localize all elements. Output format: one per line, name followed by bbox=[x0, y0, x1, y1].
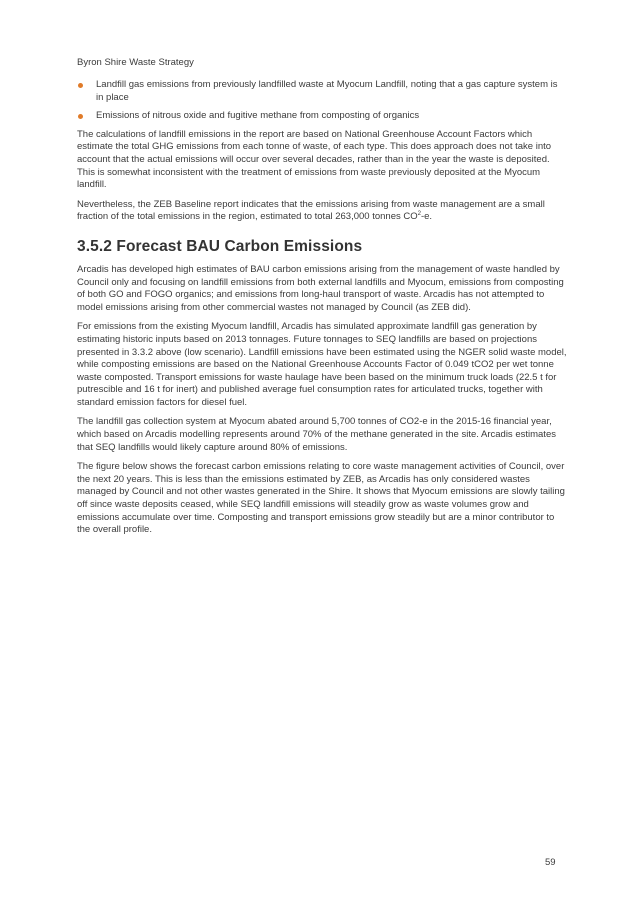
section-heading: 3.5.2 Forecast BAU Carbon Emissions bbox=[77, 237, 363, 255]
bullet-text: Landfill gas emissions from previously landfilled waste at Myocum Landfill, noting that a gas capture system is in place bbox=[96, 79, 558, 103]
paragraph-calculations: The calculations of landfill emissions in the report are based on National Greenhouse Account Factors which estimate the total GHG emissions from each tonne of waste, of each type. This does approach does not take into account that the actual emissions will occur over several decades, rather than in the year the waste is deposited. This is somewhat inconsistent with the treatment of emissions from waste previously deposited at the Myocum landfill. bbox=[77, 128, 552, 191]
paragraph-arcadis-estimates: Arcadis has developed high estimates of BAU carbon emissions arising from the management of waste handled by Council only and focusing on landfill emissions from both external landfills and Myocum, emissions from composting of both GO and FOGO organics; and emissions from long-haul transport of waste. Arcadis has not attempted to model emissions arising from other commercial wastes not managed by Council (as ZEB did). bbox=[77, 263, 564, 313]
bullet-text: Emissions of nitrous oxide and fugitive methane from composting of organics bbox=[96, 110, 420, 122]
running-header: Byron Shire Waste Strategy bbox=[77, 57, 194, 68]
list-item bbox=[77, 79, 567, 104]
paragraph-myocum-emissions: For emissions from the existing Myocum landfill, Arcadis has simulated approximate landfill gas generation by estimating historic inputs based on 2013 tonnages. Future tonnages to SEQ landfills are based on projections presented in 3.3.2 above (low scenario). Landfill emissions have been estimated using the NGER solid waste model, while composting emissions are based on the National Greenhouse Accounts Factor of 0.049 tCO2 per wet tonne waste composted. Transport emissions for waste haulage have been based on the minimum truck loads (22.5 t for putrescible and 16 t for inert) and published average fuel consumption rates for articulated trucks, together with standard emission factors for diesel fuel. bbox=[77, 321, 567, 408]
bullet-dot-icon bbox=[78, 83, 83, 88]
paragraph-baseline bbox=[77, 199, 567, 224]
bullet-dot-icon bbox=[78, 114, 83, 119]
baseline-text: Nevertheless, the ZEB Baseline report indicates that the emissions arising from waste management are a small fraction of the total emissions in the region, estimated to total 263,000 tonnes CO bbox=[77, 198, 545, 223]
paragraph-forecast-figure: The figure below shows the forecast carbon emissions relating to core waste management activities of Council, over the next 20 years. This is less than the emissions estimated by ZEB, as Arcadis has only considered wastes managed by Council and not other wastes generated in the Shire. It shows that Myocum emissions are slowly tailing off since waste deposits ceased, while SEQ landfill emissions will steadily grow as waste volumes grow and emissions accumulate over time. Composting and transport emissions grow steadily but are a minor contributor to the overall profile. bbox=[77, 461, 565, 536]
list-item bbox=[77, 110, 567, 123]
bullet-list bbox=[77, 79, 567, 123]
subscript-2: 2 bbox=[417, 211, 421, 218]
page-content bbox=[77, 57, 567, 544]
baseline-text-end: -e. bbox=[420, 211, 433, 223]
paragraph-gas-collection: The landfill gas collection system at Myocum abated around 5,700 tonnes of CO2-e in the 2015-16 financial year, which based on Arcadis modelling represents around 70% of the methane generated in the site. Arcadis estimates that SEQ landfills would likely capture around 80% of emissions. bbox=[77, 416, 556, 453]
page-number: 59 bbox=[545, 857, 556, 868]
